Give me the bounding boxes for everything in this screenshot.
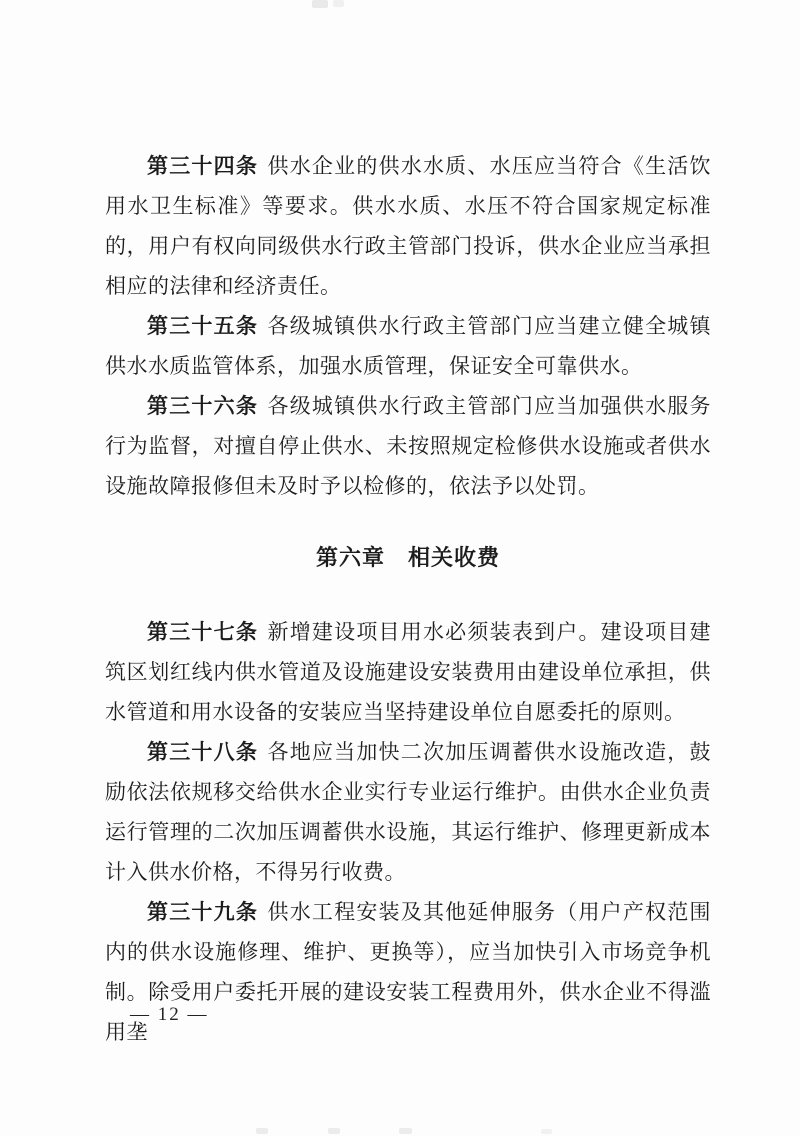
scan-artifact <box>328 1128 340 1134</box>
article-text: 各级城镇供水行政主管部门应当建立健全城镇供水水质监管体系，加强水质管理，保证安全可靠供水。 <box>105 314 712 378</box>
article-paragraph <box>105 306 711 386</box>
page-content <box>105 146 711 1052</box>
chapter-heading: 第六章 相关收费 <box>315 545 500 570</box>
article-number: 第三十九条 <box>147 900 259 924</box>
article-paragraph <box>105 146 711 306</box>
scan-artifact <box>256 1128 268 1134</box>
article-paragraph <box>105 386 711 506</box>
page-number: — 12 — <box>130 1004 209 1025</box>
article-text: 新增建设项目用水必须装表到户。建设项目建筑区划红线内供水管道及设施建设安装费用由建设单位承担，供水管道和用水设备的安装应当坚持建设单位自愿委托的原则。 <box>105 620 712 724</box>
article-paragraph <box>105 612 711 732</box>
article-number: 第三十六条 <box>147 394 259 418</box>
scan-artifact <box>541 1129 552 1134</box>
article-paragraph <box>105 732 711 892</box>
scan-artifact <box>399 1128 412 1134</box>
article-number: 第三十八条 <box>147 740 259 764</box>
article-text: 供水企业的供水水质、水压应当符合《生活饮用水卫生标准》等要求。供水水质、水压不符合国家规定标准的，用户有权向同级供水行政主管部门投诉，供水企业应当承担相应的法律和经济责任。 <box>105 154 712 298</box>
article-text: 各地应当加快二次加压调蓄供水设施改造，鼓励依法依规移交给供水企业实行专业运行维护。由供水企业负责运行管理的二次加压调蓄供水设施，其运行维护、修理更新成本计入供水价格，不得另行收费。 <box>105 740 712 884</box>
scan-artifact <box>312 0 328 8</box>
article-number: 第三十五条 <box>147 314 259 338</box>
scan-artifact <box>333 0 344 7</box>
article-number: 第三十四条 <box>147 154 259 178</box>
article-text: 各级城镇供水行政主管部门应当加强供水服务行为监督，对擅自停止供水、未按照规定检修供水设施或者供水设施故障报修但未及时予以检修的，依法予以处罚。 <box>105 394 712 498</box>
article-text: 供水工程安装及其他延伸服务（用户产权范围内的供水设施修理、维护、更换等），应当加快引入市场竞争机制。除受用户委托开展的建设安装工程费用外，供水企业不得滥用垄 <box>105 900 712 1044</box>
article-number: 第三十七条 <box>147 620 259 644</box>
article-paragraph <box>105 892 711 1052</box>
